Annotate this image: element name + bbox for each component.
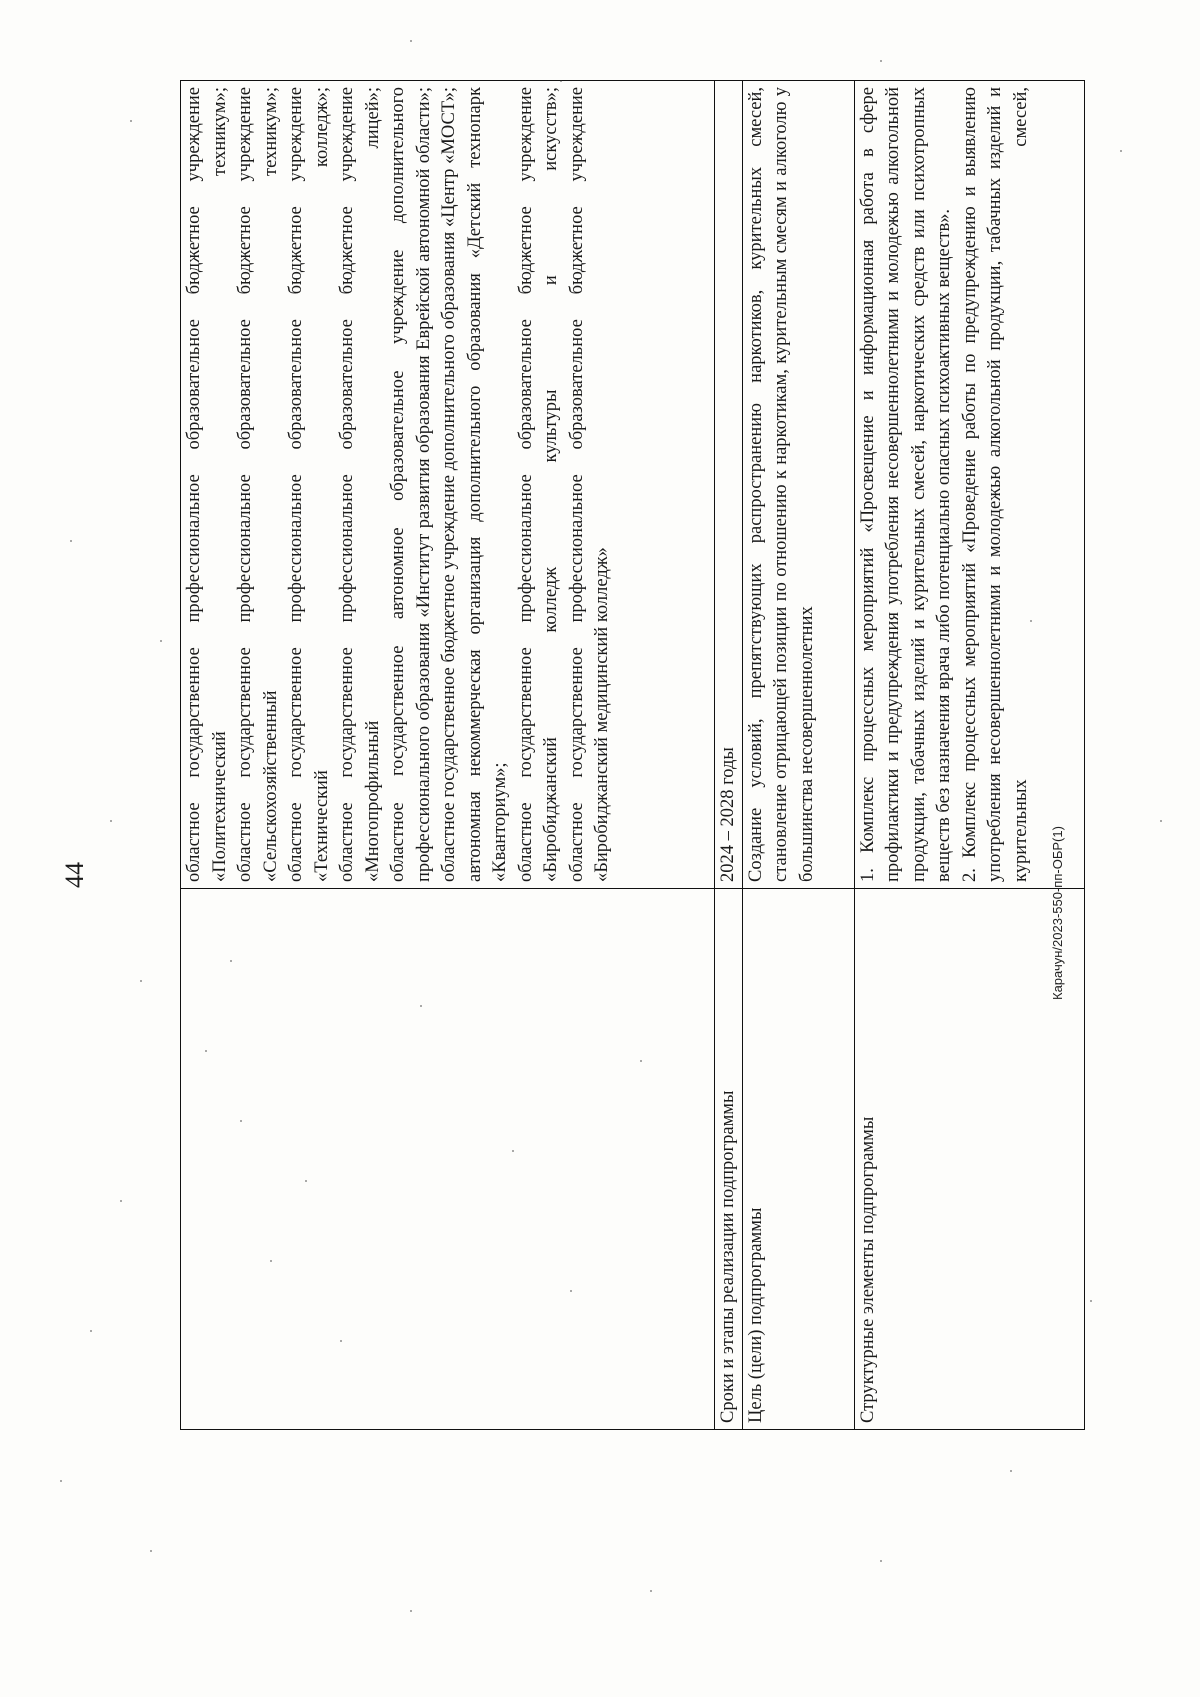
goal-label: Цель (цели) подпрограммы — [742, 889, 854, 1430]
participant-item: областное государственное автономное образовательное учреждение дополнительного профессионального образования «Институт развития образования Еврейской автономной области»; — [388, 87, 434, 882]
element-item: 2. Комплекс процессных мероприятий «Проведение работы по предупреждению и выявлению употребления несовершеннолетними и молодежью алкогольной продукции, табачных изделий и курительных смесей, — [959, 87, 1031, 882]
element-item: 1. Комплекс процессных мероприятий «Просвещение и информационная работа в сфере профилактики и предупреждения употребления несовершеннолетними и молодежью алкогольной продукции, табачных изделий и курительных смесей, наркотических средств или психотропных веществ без назначения врача либо потенциально опасных психоактивных веществ». — [857, 87, 954, 882]
participant-item: областное государственное профессиональное образовательное бюджетное учреждение «Политехнический техникум»; — [184, 87, 230, 882]
participant-item: областное государственное профессиональное образовательное бюджетное учреждение «Биробиджанский медицинский колледж» — [566, 87, 612, 882]
page-number: 44 — [60, 862, 89, 888]
terms-label: Сроки и этапы реализации подпрограммы — [715, 889, 743, 1430]
participant-item: автономная некоммерческая организация дополнительного образования «Детский технопарк «Кванториум»; — [464, 87, 510, 882]
participants-cell — [181, 81, 715, 889]
elements-label: Структурные элементы подпрограммы — [854, 889, 1085, 1430]
goal-value-cell — [742, 81, 854, 889]
terms-value: 2024 – 2028 годы — [715, 81, 743, 889]
document-id: Карачун/2023-550-пп-ОБР(1) — [1050, 826, 1065, 1000]
participant-item: областное государственное профессиональное образовательное бюджетное учреждение «Биробиджанский колледж культуры и искусств»; — [515, 87, 561, 882]
goal-value: Создание условий, препятствующих распространению наркотиков, курительных смесей, становление отрицающей позиции по отношению к наркотикам, курительным смесям и алкоголю у большинства несовершеннолетних — [745, 87, 817, 882]
subprogram-passport-table — [180, 80, 1085, 1430]
participant-item: областное государственное профессиональное образовательное бюджетное учреждение «Многопрофильный лицей»; — [337, 87, 383, 882]
continuation-label-cell — [181, 889, 715, 1430]
participant-item: областное государственное профессиональное образовательное бюджетное учреждение «Технический колледж»; — [286, 87, 332, 882]
participant-item: областное государственное бюджетное учреждение дополнительного образования «Центр «МОСТ»; — [439, 87, 459, 882]
participant-item: областное государственное профессиональное образовательное бюджетное учреждение «Сельскохозяйственный техникум»; — [235, 87, 281, 882]
